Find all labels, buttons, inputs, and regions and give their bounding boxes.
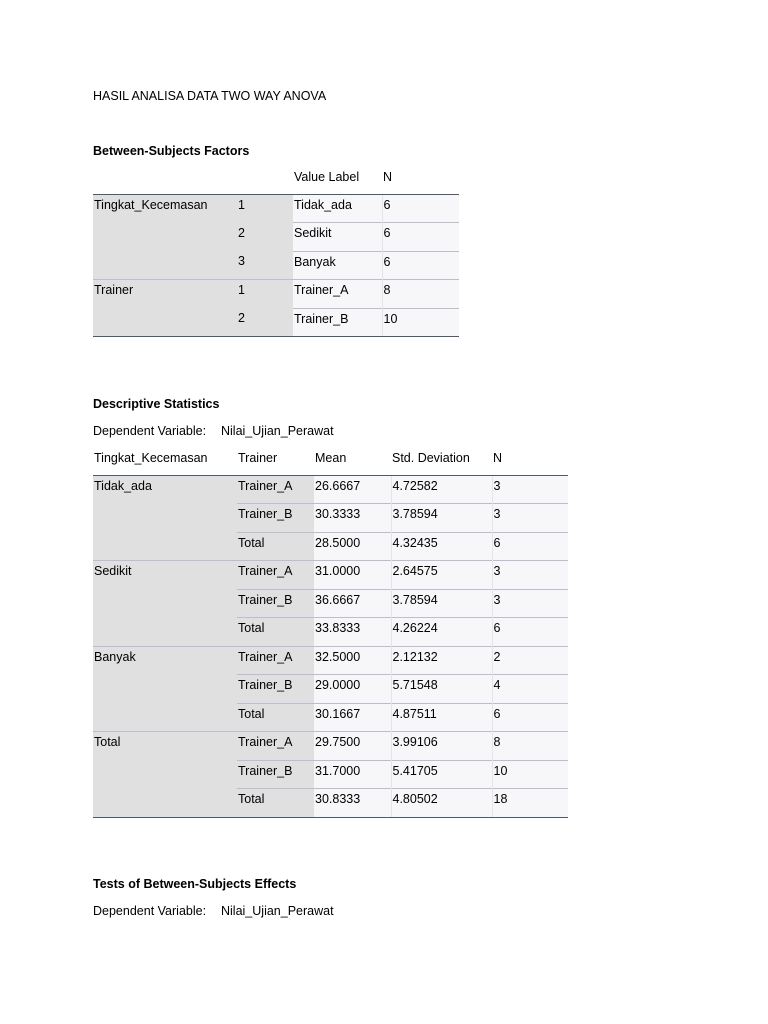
trainer-cell: Trainer_A bbox=[237, 561, 314, 590]
header-cell: Mean bbox=[315, 451, 347, 465]
table-row bbox=[93, 194, 459, 223]
sd-cell: 3.78594 bbox=[391, 504, 492, 533]
factor-cell: Trainer bbox=[93, 280, 237, 309]
n-cell: 3 bbox=[492, 589, 568, 618]
mean-cell: 30.8333 bbox=[314, 789, 391, 818]
level-cell bbox=[93, 618, 237, 647]
trainer-cell: Total bbox=[237, 789, 314, 818]
mean-cell: 33.8333 bbox=[314, 618, 391, 647]
level-cell: Banyak bbox=[93, 646, 237, 675]
value-cell: 2 bbox=[237, 223, 293, 252]
table-row bbox=[93, 561, 568, 590]
table-row bbox=[93, 251, 459, 280]
table-row bbox=[93, 646, 568, 675]
n-cell: 3 bbox=[492, 504, 568, 533]
sd-cell: 5.41705 bbox=[391, 760, 492, 789]
table-row bbox=[93, 732, 568, 761]
mean-cell: 28.5000 bbox=[314, 532, 391, 561]
sd-cell: 5.71548 bbox=[391, 675, 492, 704]
table-row bbox=[93, 475, 568, 504]
trainer-cell: Total bbox=[237, 703, 314, 732]
level-cell bbox=[93, 760, 237, 789]
n-cell: 4 bbox=[492, 675, 568, 704]
trainer-cell: Trainer_A bbox=[237, 646, 314, 675]
table-header-row bbox=[93, 451, 568, 475]
factor-cell bbox=[93, 223, 237, 252]
n-cell: 6 bbox=[382, 251, 459, 280]
value-cell: 1 bbox=[237, 194, 293, 223]
mean-cell: 31.0000 bbox=[314, 561, 391, 590]
table-row bbox=[93, 308, 459, 337]
table-row bbox=[93, 532, 568, 561]
mean-cell: 29.0000 bbox=[314, 675, 391, 704]
sd-cell: 3.78594 bbox=[391, 589, 492, 618]
dv-label: Dependent Variable: bbox=[93, 424, 207, 438]
sd-cell: 4.80502 bbox=[391, 789, 492, 818]
document-title: HASIL ANALISA DATA TWO WAY ANOVA bbox=[93, 89, 327, 103]
mean-cell: 30.1667 bbox=[314, 703, 391, 732]
table-row bbox=[93, 504, 568, 533]
factor-cell bbox=[93, 251, 237, 280]
n-cell: 6 bbox=[492, 618, 568, 647]
n-cell: 10 bbox=[382, 308, 459, 337]
header-cell bbox=[93, 170, 237, 194]
sd-cell: 2.12132 bbox=[391, 646, 492, 675]
dv-value: Nilai_Ujian_Perawat bbox=[221, 904, 334, 918]
table-row bbox=[93, 589, 568, 618]
table-row bbox=[93, 789, 568, 818]
n-cell: 8 bbox=[382, 280, 459, 309]
level-cell: Sedikit bbox=[93, 561, 237, 590]
dependent-variable-line bbox=[93, 424, 334, 438]
n-cell: 2 bbox=[492, 646, 568, 675]
level-cell bbox=[93, 703, 237, 732]
mean-cell: 26.6667 bbox=[314, 475, 391, 504]
level-cell: Total bbox=[93, 732, 237, 761]
table-row bbox=[93, 223, 459, 252]
trainer-cell: Total bbox=[237, 618, 314, 647]
table-row bbox=[93, 618, 568, 647]
header-cell: Tingkat_Kecemasan bbox=[94, 451, 208, 465]
n-cell: 6 bbox=[382, 223, 459, 252]
between-subjects-factors-table bbox=[93, 170, 459, 337]
tests-title: Tests of Between-Subjects Effects bbox=[93, 877, 297, 891]
n-cell: 18 bbox=[492, 789, 568, 818]
level-cell bbox=[93, 589, 237, 618]
trainer-cell: Trainer_B bbox=[237, 504, 314, 533]
level-cell bbox=[93, 675, 237, 704]
header-cell: N bbox=[383, 170, 393, 184]
trainer-cell: Trainer_A bbox=[237, 475, 314, 504]
n-cell: 3 bbox=[492, 561, 568, 590]
level-cell bbox=[93, 504, 237, 533]
factor-cell bbox=[93, 308, 237, 337]
n-cell: 6 bbox=[382, 194, 459, 223]
level-cell bbox=[93, 532, 237, 561]
mean-cell: 31.7000 bbox=[314, 760, 391, 789]
table-row bbox=[93, 675, 568, 704]
n-cell: 3 bbox=[492, 475, 568, 504]
dv-label: Dependent Variable: bbox=[93, 904, 207, 918]
header-cell bbox=[237, 170, 293, 194]
sd-cell: 4.87511 bbox=[391, 703, 492, 732]
sd-cell: 3.99106 bbox=[391, 732, 492, 761]
label-cell: Sedikit bbox=[293, 223, 382, 252]
n-cell: 6 bbox=[492, 532, 568, 561]
mean-cell: 36.6667 bbox=[314, 589, 391, 618]
level-cell: Tidak_ada bbox=[93, 475, 237, 504]
n-cell: 6 bbox=[492, 703, 568, 732]
table-header-row bbox=[93, 170, 459, 194]
tests-dependent-variable-line bbox=[93, 904, 334, 918]
trainer-cell: Total bbox=[237, 532, 314, 561]
sd-cell: 4.72582 bbox=[391, 475, 492, 504]
mean-cell: 29.7500 bbox=[314, 732, 391, 761]
table-row bbox=[93, 703, 568, 732]
trainer-cell: Trainer_B bbox=[237, 589, 314, 618]
label-cell: Tidak_ada bbox=[293, 194, 382, 223]
trainer-cell: Trainer_B bbox=[237, 760, 314, 789]
value-cell: 2 bbox=[237, 308, 293, 337]
table-row bbox=[93, 280, 459, 309]
level-cell bbox=[93, 789, 237, 818]
n-cell: 10 bbox=[492, 760, 568, 789]
sd-cell: 2.64575 bbox=[391, 561, 492, 590]
header-cell: Value Label bbox=[294, 170, 360, 184]
dv-value: Nilai_Ujian_Perawat bbox=[221, 424, 334, 438]
factor-cell: Tingkat_Kecemasan bbox=[93, 194, 237, 223]
header-cell: N bbox=[493, 451, 503, 465]
value-cell: 3 bbox=[237, 251, 293, 280]
n-cell: 8 bbox=[492, 732, 568, 761]
descriptive-stats-title: Descriptive Statistics bbox=[93, 397, 220, 411]
value-cell: 1 bbox=[237, 280, 293, 309]
mean-cell: 32.5000 bbox=[314, 646, 391, 675]
table-row bbox=[93, 760, 568, 789]
label-cell: Trainer_B bbox=[293, 308, 382, 337]
label-cell: Trainer_A bbox=[293, 280, 382, 309]
descriptive-statistics-table bbox=[93, 451, 568, 818]
sd-cell: 4.32435 bbox=[391, 532, 492, 561]
bsf-title: Between-Subjects Factors bbox=[93, 144, 250, 158]
trainer-cell: Trainer_B bbox=[237, 675, 314, 704]
mean-cell: 30.3333 bbox=[314, 504, 391, 533]
trainer-cell: Trainer_A bbox=[237, 732, 314, 761]
header-cell: Std. Deviation bbox=[392, 451, 470, 465]
document-page bbox=[93, 0, 768, 1024]
header-cell: Trainer bbox=[238, 451, 278, 465]
sd-cell: 4.26224 bbox=[391, 618, 492, 647]
label-cell: Banyak bbox=[293, 251, 382, 280]
